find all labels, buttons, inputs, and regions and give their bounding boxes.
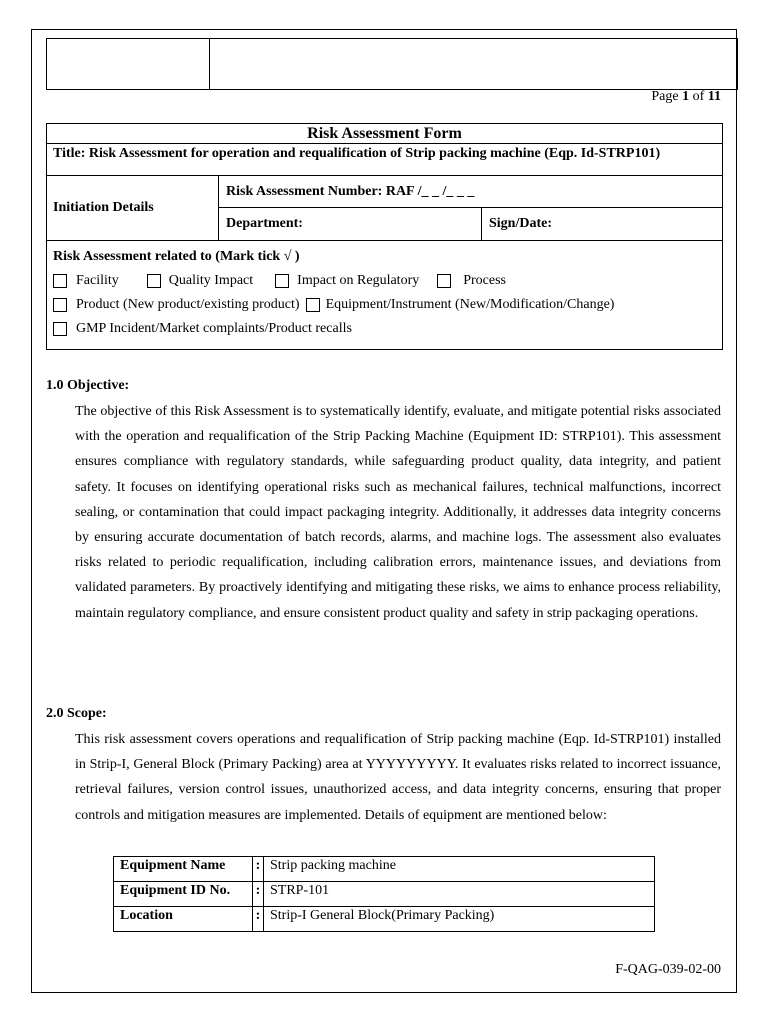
checkbox-label: GMP Incident/Market complaints/Product recalls: [76, 321, 352, 336]
checkbox-box[interactable]: [53, 298, 67, 312]
page-number: [651, 89, 721, 105]
objective-heading: 1.0 Objective:: [46, 378, 130, 393]
checkbox-facility[interactable]: [53, 273, 119, 289]
department-field[interactable]: Department:: [219, 208, 482, 240]
checkbox-quality-impact[interactable]: [147, 273, 253, 289]
separator: :: [253, 882, 264, 907]
page-prefix: Page: [651, 89, 679, 104]
ra-number-field[interactable]: Risk Assessment Number: RAF /_ _ /_ _ _: [219, 176, 722, 208]
initiation-label: Initiation Details: [47, 176, 219, 240]
page-of: of: [692, 89, 705, 104]
risk-assessment-form: [46, 123, 723, 350]
equipment-value: STRP-101: [264, 882, 655, 907]
form-heading: Risk Assessment Form: [47, 124, 722, 144]
checkbox-label: Facility: [76, 273, 119, 288]
related-section: [47, 241, 722, 349]
checkbox-gmp[interactable]: [53, 321, 352, 337]
equipment-key: Location: [114, 907, 253, 932]
scope-heading: 2.0 Scope:: [46, 706, 107, 721]
checkbox-box[interactable]: [306, 298, 320, 312]
checkbox-box[interactable]: [53, 274, 67, 288]
equipment-table: [113, 856, 655, 932]
header-logo-cell: [47, 39, 210, 90]
checkbox-label: Quality Impact: [168, 273, 254, 288]
form-code: F-QAG-039-02-00: [615, 962, 721, 977]
page-current: 1: [682, 89, 690, 104]
equipment-key: Equipment Name: [114, 857, 253, 882]
objective-text: The objective of this Risk Assessment is to systematically identify, evaluate, and mitigate potential risks associated with the operation and requalification of the Strip Packing Machine (Equipment ID: STRP101). This assessment ensures compliance with regulatory standards, while safeguarding product quality, data integrity, and patient safety. It focuses on identifying operational risks such as mechanical failures, technical malfunctions, incorrect sealing, or contamination that could impact packaging integrity. Additionally, it addresses data integrity concerns by ensuring accurate documentation of batch records, alarms, and machine logs. The assessment also evaluates risks related to periodic requalification, including calibration errors, maintenance issues, and deviations from validated parameters. By proactively identifying and mitigating these risks, we aims to enhance process reliability, maintain regulatory compliance, and ensure consistent product quality and safety in strip packaging operations.: [75, 404, 721, 621]
related-label: Risk Assessment related to (Mark tick √ ): [53, 249, 300, 264]
header-logo-table: [46, 38, 738, 90]
separator: :: [253, 907, 264, 932]
sign-date-field[interactable]: Sign/Date:: [489, 216, 552, 231]
table-row: [114, 882, 655, 907]
checkbox-box[interactable]: [275, 274, 289, 288]
checkbox-label: Process: [463, 273, 507, 288]
equipment-value: Strip packing machine: [264, 857, 655, 882]
initiation-row: [47, 176, 722, 241]
checkbox-box[interactable]: [437, 274, 451, 288]
checkbox-process[interactable]: [437, 273, 506, 289]
checkbox-product[interactable]: [53, 297, 300, 313]
checkbox-box[interactable]: [147, 274, 161, 288]
page-total: 11: [707, 89, 721, 104]
table-row: [114, 857, 655, 882]
checkbox-equipment[interactable]: [306, 297, 615, 313]
header-title-cell: [210, 39, 738, 90]
scope-text: This risk assessment covers operations and requalification of Strip packing machine (Eqp. Id-STRP101) installed in Strip-I, General Block (Primary Packing) area at YYYYYYYYY. It evaluates risks related to incorrect issuance, retrieval failures, version control issues, unauthorized access, and data integrity concerns, ensuring that proper controls and mitigation measures are implemented. Details of equipment are mentioned below:: [75, 732, 721, 823]
checkbox-label: Equipment/Instrument (New/Modification/Change): [325, 297, 615, 312]
table-row: [114, 907, 655, 932]
separator: :: [253, 857, 264, 882]
equipment-value: Strip-I General Block(Primary Packing): [264, 907, 655, 932]
checkbox-label: Product (New product/existing product): [76, 297, 300, 312]
checkbox-regulatory[interactable]: [275, 273, 419, 289]
checkbox-label: Impact on Regulatory: [297, 273, 420, 288]
equipment-key: Equipment ID No.: [114, 882, 253, 907]
form-subject: Title: Risk Assessment for operation and requalification of Strip packing machine (Eqp. Id-STRP101): [47, 144, 722, 176]
checkbox-box[interactable]: [53, 322, 67, 336]
